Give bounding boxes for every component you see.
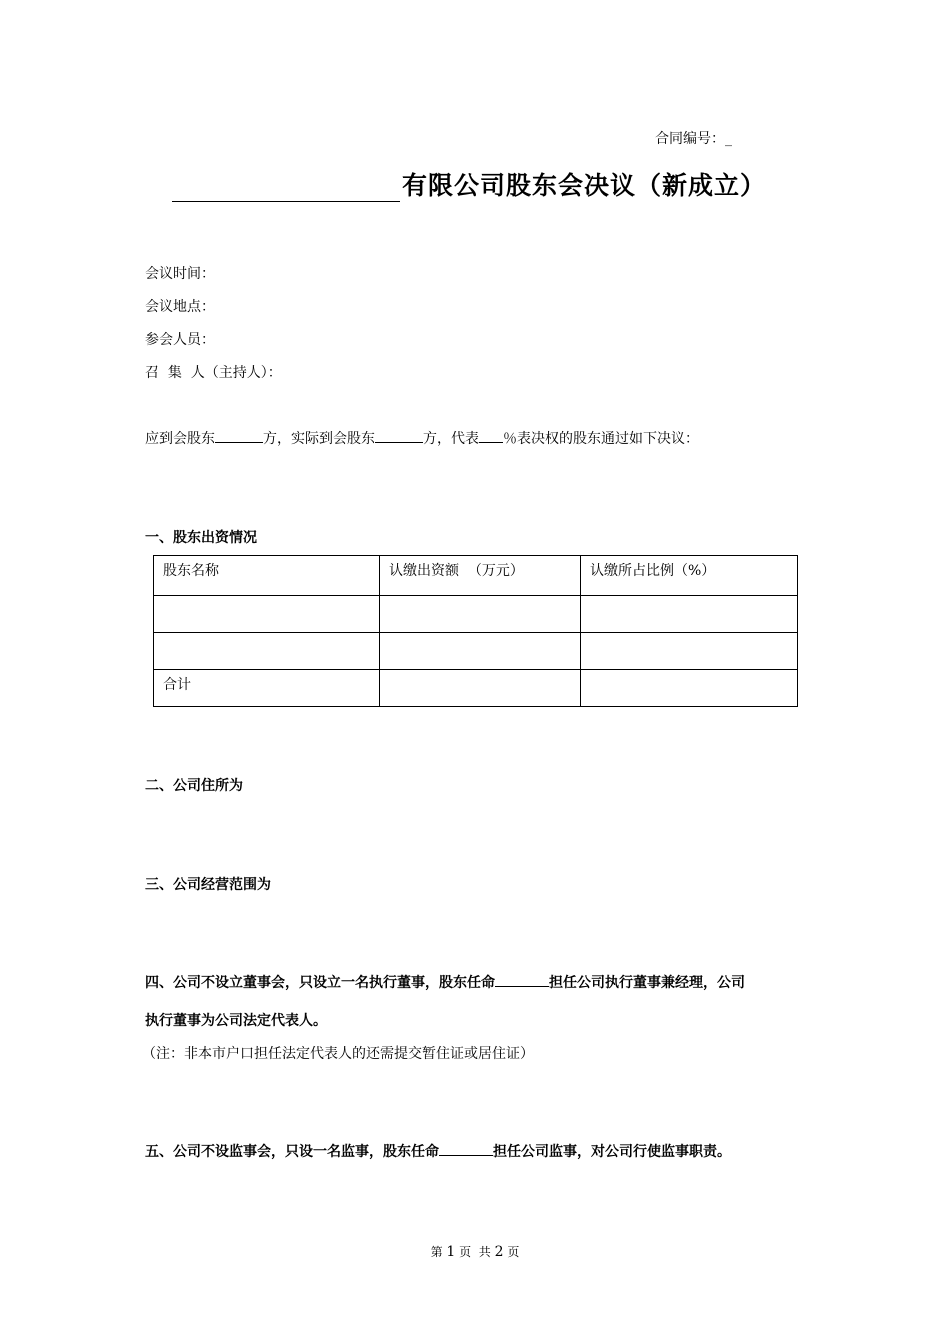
section-5 xyxy=(145,1141,731,1161)
table-row xyxy=(154,596,798,633)
table-cell[interactable] xyxy=(380,670,581,707)
table-total-row xyxy=(154,670,798,707)
section-4-note: （注：非本市户口担任法定代表人的还需提交暂住证或居住证） xyxy=(142,1046,534,1062)
footer-page-number: 1 xyxy=(446,1244,456,1260)
total-label: 合计 xyxy=(154,670,380,707)
table-cell[interactable] xyxy=(154,633,380,670)
company-name-blank[interactable] xyxy=(172,177,400,202)
executive-director-blank[interactable] xyxy=(495,972,549,987)
contract-number-label: 合同编号：_ xyxy=(655,131,732,147)
table-header-row xyxy=(154,556,798,596)
expected-shareholders-blank[interactable] xyxy=(215,428,263,443)
attendance-text-4: ％表决权的股东通过如下决议： xyxy=(503,431,699,447)
header-subscribed-ratio: 认缴所占比例（%） xyxy=(581,556,798,596)
section-2-heading: 二、公司住所为 xyxy=(145,778,243,794)
table-cell[interactable] xyxy=(380,633,581,670)
header-shareholder-name: 股东名称 xyxy=(154,556,380,596)
convener-label: 召 集 人（主持人）： xyxy=(145,365,282,381)
table-cell[interactable] xyxy=(581,633,798,670)
attendance-text-1: 应到会股东 xyxy=(145,431,215,447)
footer-middle: 页 共 xyxy=(459,1245,491,1259)
table-cell[interactable] xyxy=(154,596,380,633)
table-cell[interactable] xyxy=(380,596,581,633)
section-1-heading: 一、股东出资情况 xyxy=(145,530,257,546)
section-5-text-b: 担任公司监事，对公司行使监事职责。 xyxy=(493,1144,731,1160)
capital-contribution-table xyxy=(153,555,798,707)
page-footer xyxy=(0,1243,950,1260)
supervisor-blank[interactable] xyxy=(439,1141,493,1156)
section-4-line-1 xyxy=(145,972,745,992)
meeting-time-label: 会议时间： xyxy=(145,266,215,282)
actual-shareholders-blank[interactable] xyxy=(375,428,423,443)
document-title xyxy=(172,166,766,202)
table-cell[interactable] xyxy=(581,596,798,633)
footer-suffix: 页 xyxy=(507,1245,520,1259)
section-4-text-b: 担任公司执行董事兼经理，公司 xyxy=(549,975,745,991)
header-subscribed-capital: 认缴出资额 （万元） xyxy=(380,556,581,596)
table-row xyxy=(154,633,798,670)
section-4-text-a: 四、公司不设立董事会，只设立一名执行董事，股东任命 xyxy=(145,975,495,991)
attendance-statement xyxy=(145,428,699,448)
attendance-text-2: 方，实际到会股东 xyxy=(263,431,375,447)
title-text: 有限公司股东会决议（新成立） xyxy=(402,171,767,200)
table-cell[interactable] xyxy=(581,670,798,707)
footer-total-pages: 2 xyxy=(494,1244,504,1260)
voting-percent-blank[interactable] xyxy=(479,428,503,443)
section-3-heading: 三、公司经营范围为 xyxy=(145,877,271,893)
meeting-place-label: 会议地点： xyxy=(145,299,215,315)
section-4-line-2: 执行董事为公司法定代表人。 xyxy=(145,1013,327,1029)
attendance-text-3: 方，代表 xyxy=(423,431,479,447)
footer-prefix: 第 xyxy=(430,1245,443,1259)
attendees-label: 参会人员： xyxy=(145,332,215,348)
section-5-text-a: 五、公司不设监事会，只设一名监事，股东任命 xyxy=(145,1144,439,1160)
